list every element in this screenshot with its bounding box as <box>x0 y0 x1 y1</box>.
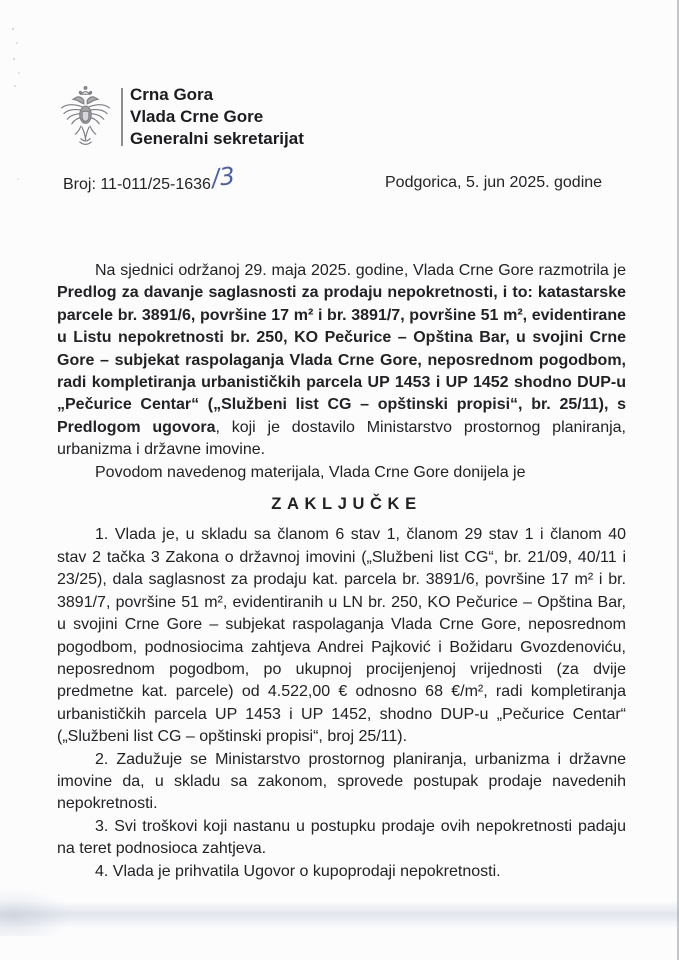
intro-tail: , koji je dostavilo Ministarstvo prostornog planiranja, urbanizma i državne imovine. <box>57 418 626 459</box>
issuer-block <box>130 84 304 150</box>
intro-subject-bold: Predlog za davanje saglasnosti za prodaju nepokretnosti, i to: katastarske parcele br. 3891/6, površine 17 m² i br. 3891/7, površine 51 m², evidentirane u Listu nepokretnosti br. 250, KO Pečurice – Opština Bar, u svojini Crne Gore – subjekat raspolaganja Vlada Crne Gore, neposrednom pogodbom, radi kompletiranja urbanističkih parcela UP 1453 i UP 1452 shodno DUP-u „Pečurice Centar“ („Službeni list CG – opštinski propisi“, br. 25/11), s Predlogom ugovora <box>57 284 626 436</box>
scan-speckles-artifact <box>12 28 14 30</box>
reference-number: Broj: 11-011/25-1636 <box>63 176 211 193</box>
conclusion-item-2: 2. Zadužuje se Ministarstvo prostornog planiranja, urbanizma i državne imovine da, u skladu sa zakonom, sprovede postupak prodaje navedenih nepokretnosti. <box>57 750 626 813</box>
transition-paragraph: Povodom navedenog materijala, Vlada Crne Gore donijela je <box>95 463 526 481</box>
document-body <box>57 260 626 883</box>
header-divider <box>121 88 123 146</box>
conclusion-item-1: 1. Vlada je, u skladu sa članom 6 stav 1, članom 29 stav 1 i članom 40 stav 2 tačka 3 Zakona o državnoj imovini („Službeni list CG“, br. 21/09, 40/11 i 23/25), dala saglasnost za prodaju kat. parcela br. 3891/6, površine 17 m² i br. 3891/7, površine 51 m², evidentiranih u LN br. 250, KO Pečurice – Opština Bar, u svojini Crne Gore – subjekat raspolaganja Vlada Crne Gore, neposrednom pogodbom, podnosiocima zahtjeva Andrei Pajković i Božidaru Gvozdenoviću, neposrednom pogodbom, po ukupnoj procijenjenoj vrijednosti (za dvije predmetne kat. parcele) od 4.522,00 € odnosno 68 €/m², radi kompletiranja urbanističkih parcela UP 1453 i UP 1452, shodno DUP-u „Pečurice Centar“ („Službeni list CG – opštinski propisi“, broj 25/11). <box>57 526 626 746</box>
issuer-institution: Vlada Crne Gore <box>130 107 264 126</box>
scan-bottom-shadow-artifact <box>0 901 679 927</box>
handwritten-annotation: /3 <box>209 161 237 193</box>
issuer-country: Crna Gora <box>130 85 214 104</box>
intro-lead: Na sjednici održanoj 29. maja 2025. godine, Vlada Crne Gore razmotrila je <box>95 262 626 279</box>
conclusion-item-4: 4. Vlada je prihvatila Ugovor o kupoprodaji nepokretnosti. <box>95 862 501 880</box>
conclusion-item-3: 3. Svi troškovi koji nastanu u postupku prodaje ovih nepokretnosti padaju na teret podnosioca zahtjeva. <box>57 817 626 858</box>
conclusions-heading: ZAKLJUČKE <box>271 495 422 514</box>
place-and-date: Podgorica, 5. jun 2025. godine <box>385 174 603 191</box>
issuer-department: Generalni sekretarijat <box>130 129 304 148</box>
intro-paragraph <box>57 260 626 462</box>
coat-of-arms-icon <box>57 85 114 149</box>
scan-left-smudge-artifact <box>0 888 70 936</box>
